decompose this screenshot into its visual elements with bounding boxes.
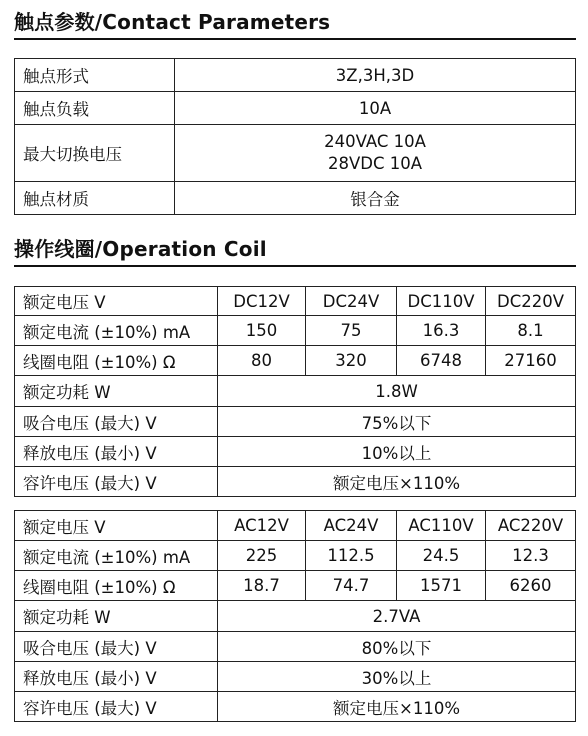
ac-current-value: 12.3 — [486, 541, 576, 571]
dc-coil-table — [14, 286, 576, 497]
ac-release-voltage-label: 释放电压 (最小) V — [15, 662, 218, 692]
dc-voltage-110v: DC110V — [397, 287, 486, 316]
dc-allowable-voltage-value: 额定电压×110% — [218, 467, 576, 497]
ac-pickup-voltage-label: 吸合电压 (最大) V — [15, 632, 218, 662]
ac-pickup-voltage-value: 80%以下 — [218, 632, 576, 662]
contact-form-label: 触点形式 — [15, 59, 175, 92]
table-row — [15, 92, 576, 125]
table-row — [15, 346, 576, 376]
dc-rated-power-label: 额定功耗 W — [15, 376, 218, 407]
table-row — [15, 182, 576, 215]
table-row — [15, 287, 576, 316]
ac-resistance-value: 1571 — [397, 571, 486, 601]
ac-voltage-110v: AC110V — [397, 511, 486, 541]
table-row — [15, 511, 576, 541]
ac-rated-power-value: 2.7VA — [218, 601, 576, 632]
ac-coil-table — [14, 510, 576, 722]
ac-rated-power-label: 额定功耗 W — [15, 601, 218, 632]
ac-release-voltage-value: 30%以上 — [218, 662, 576, 692]
contact-section-title: 触点参数/Contact Parameters — [14, 10, 331, 34]
dc-current-value: 75 — [306, 316, 397, 346]
dc-rated-voltage-label: 额定电压 V — [15, 287, 218, 316]
table-row — [15, 541, 576, 571]
dc-voltage-220v: DC220V — [486, 287, 576, 316]
ac-current-value: 112.5 — [306, 541, 397, 571]
dc-current-value: 150 — [218, 316, 306, 346]
table-row — [15, 407, 576, 437]
ac-rated-voltage-label: 额定电压 V — [15, 511, 218, 541]
coil-section-title: 操作线圈/Operation Coil — [14, 237, 267, 261]
table-row — [15, 59, 576, 92]
ac-current-value: 24.5 — [397, 541, 486, 571]
contact-load-label: 触点负载 — [15, 92, 175, 125]
max-switching-voltage-line-1: 240VAC 10A — [324, 132, 426, 151]
dc-resistance-value: 80 — [218, 346, 306, 376]
dc-resistance-value: 6748 — [397, 346, 486, 376]
dc-allowable-voltage-label: 容许电压 (最大) V — [15, 467, 218, 497]
ac-resistance-value: 6260 — [486, 571, 576, 601]
max-switching-voltage-label: 最大切换电压 — [15, 125, 175, 182]
table-row — [15, 692, 576, 722]
ac-rated-current-label: 额定电流 (±10%) mA — [15, 541, 218, 571]
dc-pickup-voltage-value: 75%以下 — [218, 407, 576, 437]
ac-allowable-voltage-label: 容许电压 (最大) V — [15, 692, 218, 722]
contact-material-label: 触点材质 — [15, 182, 175, 215]
coil-title-rule — [14, 265, 576, 267]
table-row — [15, 437, 576, 467]
table-row — [15, 662, 576, 692]
dc-rated-power-value: 1.8W — [218, 376, 576, 407]
dc-pickup-voltage-label: 吸合电压 (最大) V — [15, 407, 218, 437]
ac-allowable-voltage-value: 额定电压×110% — [218, 692, 576, 722]
table-row — [15, 376, 576, 407]
dc-current-value: 8.1 — [486, 316, 576, 346]
ac-voltage-220v: AC220V — [486, 511, 576, 541]
table-row — [15, 601, 576, 632]
ac-voltage-24v: AC24V — [306, 511, 397, 541]
dc-resistance-value: 27160 — [486, 346, 576, 376]
table-row — [15, 125, 576, 182]
table-row — [15, 467, 576, 497]
max-switching-voltage-value — [175, 125, 576, 182]
dc-coil-resistance-label: 线圈电阻 (±10%) Ω — [15, 346, 218, 376]
contact-form-value: 3Z,3H,3D — [175, 59, 576, 92]
ac-current-value: 225 — [218, 541, 306, 571]
dc-current-value: 16.3 — [397, 316, 486, 346]
dc-voltage-24v: DC24V — [306, 287, 397, 316]
table-row — [15, 632, 576, 662]
max-switching-voltage-line-2: 28VDC 10A — [327, 154, 423, 173]
ac-coil-resistance-label: 线圈电阻 (±10%) Ω — [15, 571, 218, 601]
contact-table — [14, 58, 576, 215]
contact-load-value: 10A — [175, 92, 576, 125]
contact-title-rule — [14, 38, 576, 40]
dc-voltage-12v: DC12V — [218, 287, 306, 316]
dc-resistance-value: 320 — [306, 346, 397, 376]
dc-release-voltage-label: 释放电压 (最小) V — [15, 437, 218, 467]
table-row — [15, 316, 576, 346]
ac-voltage-12v: AC12V — [218, 511, 306, 541]
dc-rated-current-label: 额定电流 (±10%) mA — [15, 316, 218, 346]
contact-material-value: 银合金 — [175, 182, 576, 215]
dc-release-voltage-value: 10%以上 — [218, 437, 576, 467]
ac-resistance-value: 18.7 — [218, 571, 306, 601]
table-row — [15, 571, 576, 601]
ac-resistance-value: 74.7 — [306, 571, 397, 601]
